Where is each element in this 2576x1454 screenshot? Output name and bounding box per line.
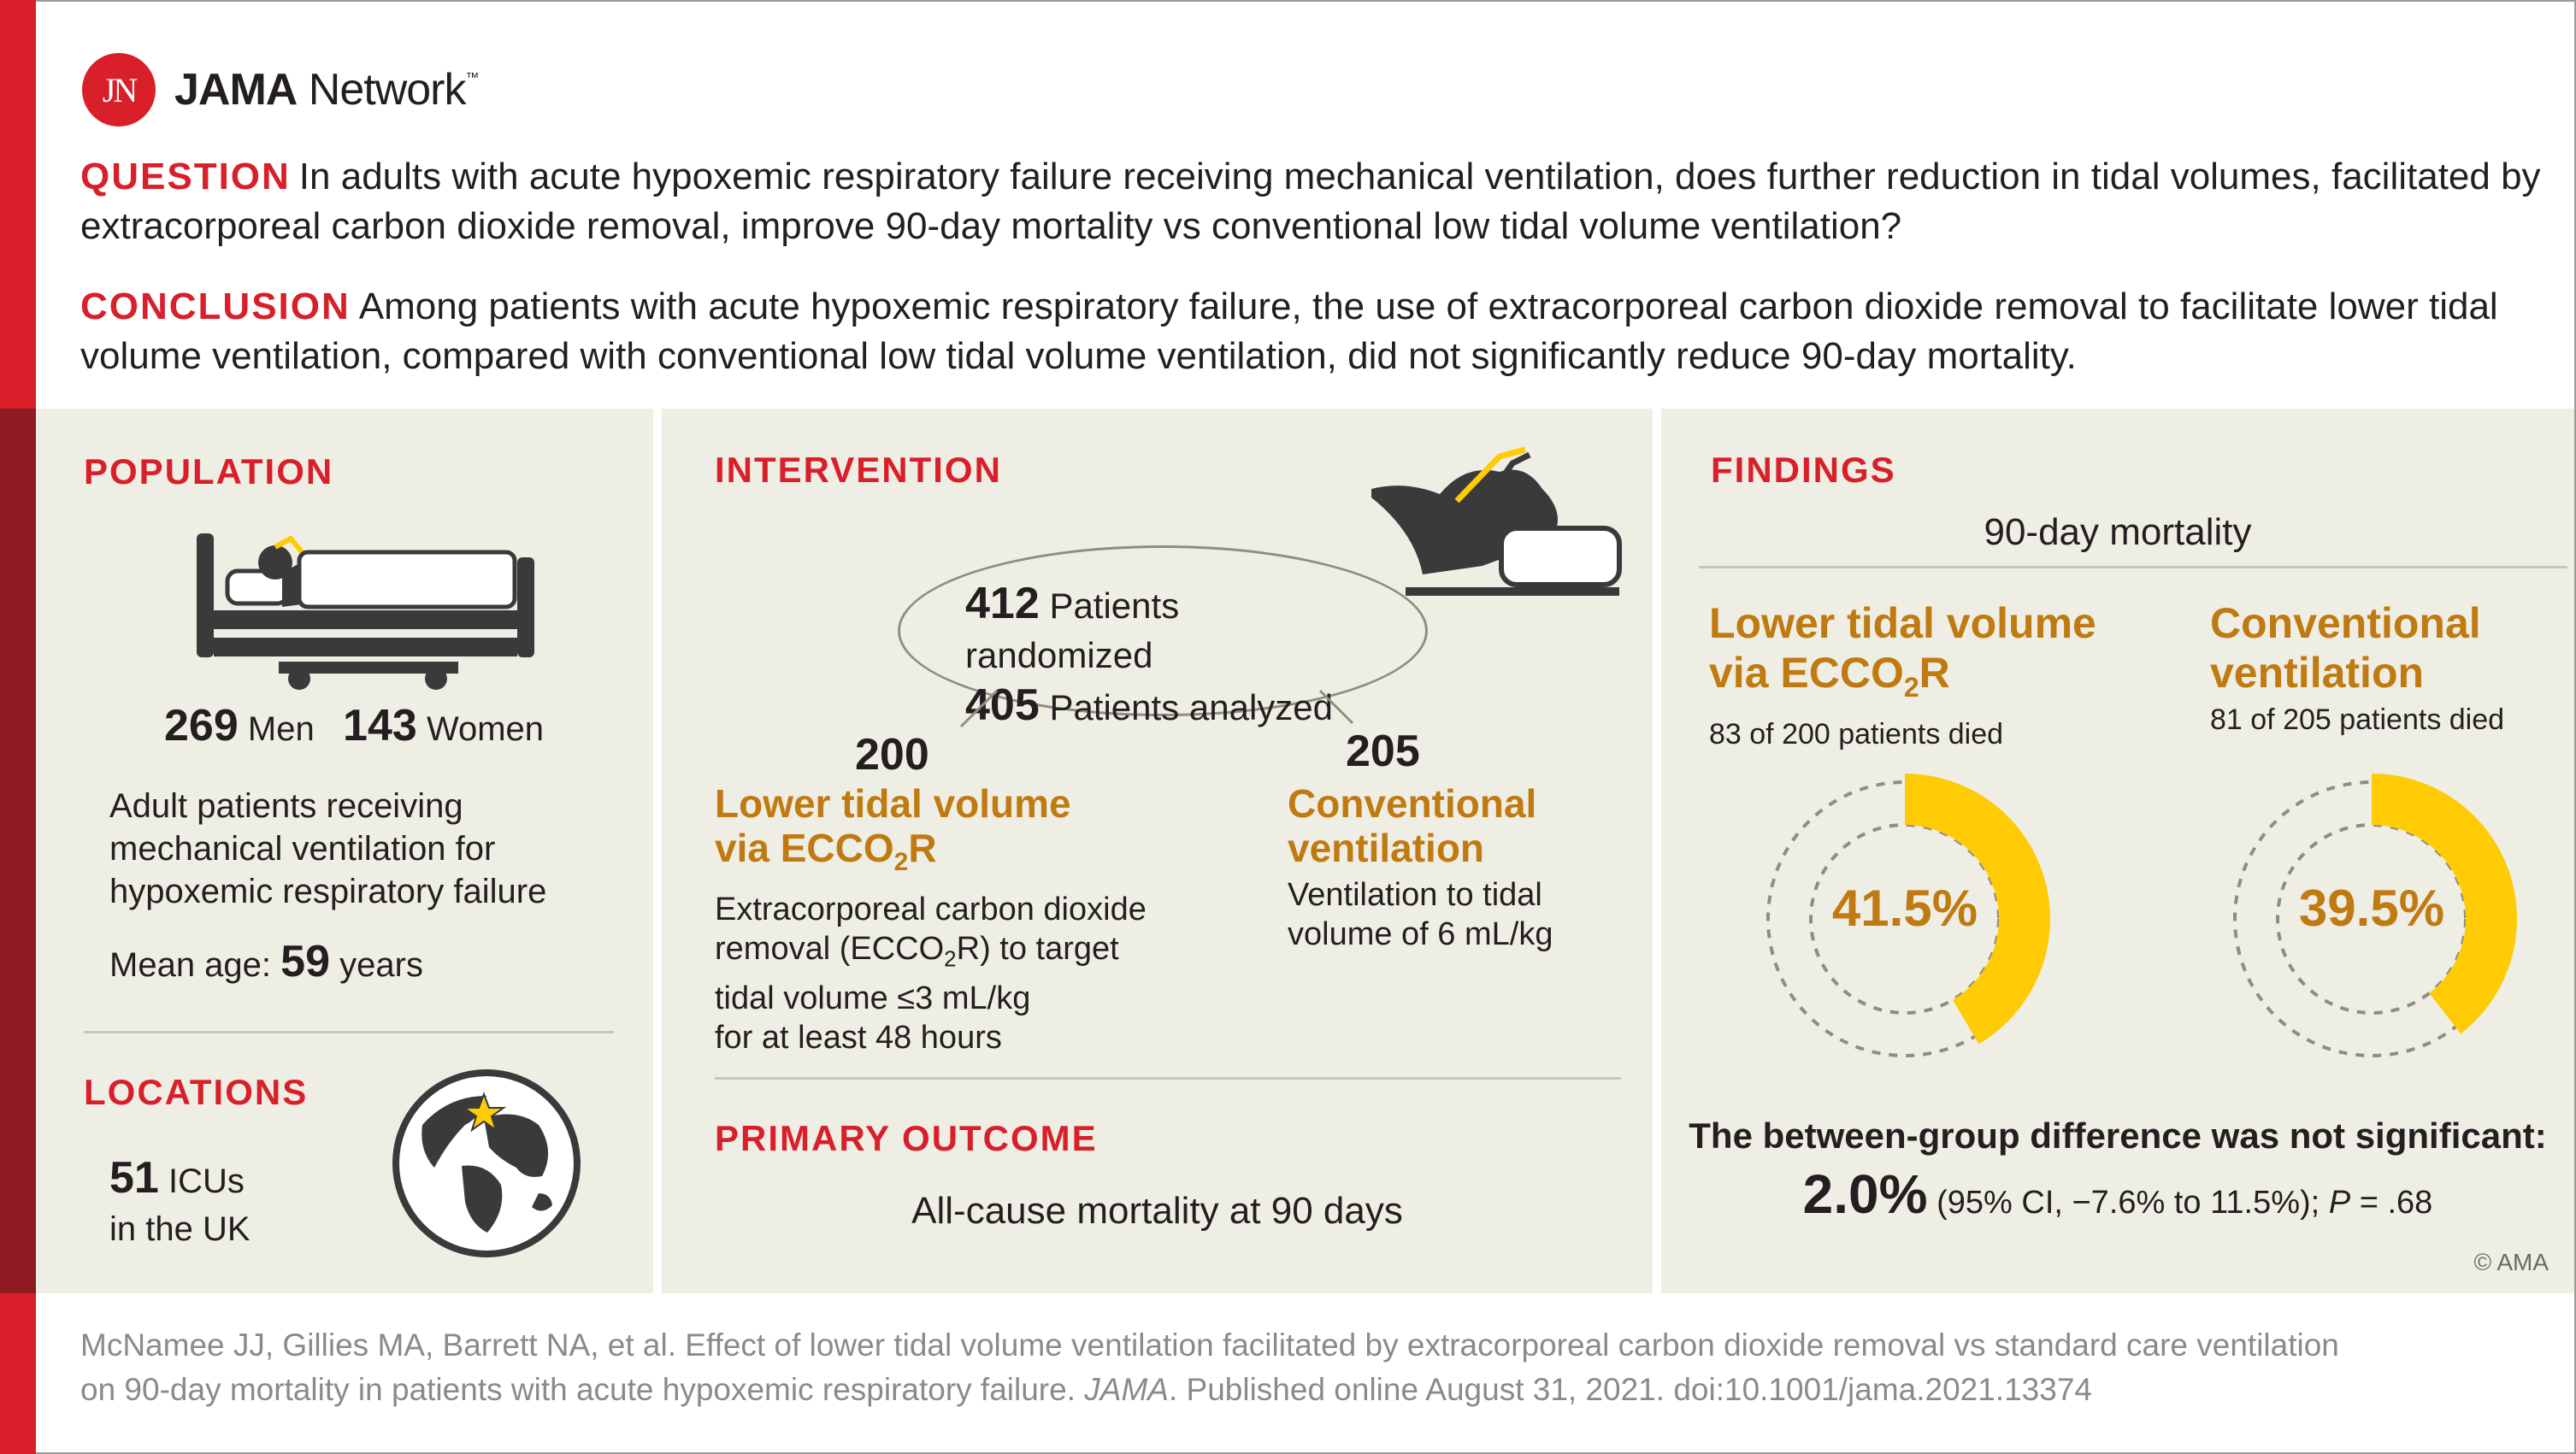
group1-percent: 41.5% — [1831, 880, 1978, 937]
divider — [715, 1077, 1621, 1080]
group1-title-line2: via $ECCO_2R$ — [1709, 649, 1950, 703]
group2-title-line2: ventilation — [2210, 649, 2425, 697]
hospital-bed-icon — [197, 533, 564, 692]
randomized-count: 412 — [965, 579, 1040, 628]
question-text: In adults with acute hypoxemic respiratory failure receiving mechanical ventilation, does further reduction in tidal volumes, facilitated by extracorporeal carbon dioxide removal, improve 90-day mortality vs conventional low tidal volume ventilation? — [80, 156, 2541, 247]
group2-percent: 39.5% — [2298, 880, 2445, 937]
arm1-block — [715, 781, 1147, 1057]
icu-count: 51 — [109, 1153, 159, 1203]
conclusion-text: Among patients with acute hypoxemic respiratory failure, the use of extracorporeal carbon dioxide removal to facilitate lower tidal volume ventilation, compared with conventional low tidal volume ventilation, did not significantly reduce 90-day mortality. — [80, 286, 2498, 377]
arm2-title-line1: Conventional — [1288, 781, 1537, 826]
findings-heading: FINDINGS — [1711, 450, 1896, 490]
population-description-line: hypoxemic respiratory failure — [109, 873, 547, 910]
group1-died-text: 83 of 200 patients died — [1709, 718, 2004, 751]
population-description-line: Adult patients receiving — [109, 787, 463, 825]
globe-icon — [388, 1065, 585, 1262]
conclusion-label: CONCLUSION — [80, 286, 351, 327]
mean-age-label: Mean age: — [109, 946, 272, 984]
difference-value: 2.0% — [1802, 1163, 1928, 1225]
population-panel — [36, 409, 653, 1293]
divider — [84, 1031, 614, 1033]
randomized-label: Patients randomized — [965, 586, 1180, 675]
question-block — [80, 152, 2543, 251]
arm2-count: 205 — [1346, 727, 1420, 776]
arm2-title-line2: ventilation — [1288, 826, 1485, 870]
panels-row — [36, 409, 2574, 1293]
men-count: 269 — [164, 701, 239, 751]
mean-age — [109, 937, 423, 986]
women-label: Women — [426, 710, 545, 748]
citation-line1: McNamee JJ, Gillies MA, Barrett NA, et al. Effect of lower tidal volume ventilation facilitated by extracorporeal carbon dioxide removal vs standard care ventilation — [80, 1327, 2339, 1363]
mean-age-value: 59 — [280, 937, 330, 986]
copyright: © AMA — [2473, 1249, 2549, 1275]
citation — [80, 1323, 2543, 1412]
difference-result — [1661, 1163, 2574, 1225]
p-value: = .68 — [2350, 1185, 2433, 1221]
allocation-branch-lines — [662, 409, 1653, 836]
arm1-title-line1: Lower tidal volume — [715, 781, 1071, 826]
accent-bar-bottom — [0, 1293, 36, 1454]
brand-name — [174, 64, 479, 115]
group2-header — [2210, 598, 2504, 739]
sex-breakdown — [164, 701, 545, 751]
locations-heading: LOCATIONS — [84, 1072, 309, 1112]
brand-bold: JAMA — [174, 65, 298, 115]
group2-died-text: 81 of 205 patients died — [2210, 703, 2505, 736]
population-heading: POPULATION — [84, 451, 334, 492]
brand-trademark: ™ — [465, 71, 479, 85]
arm1-title-line2: via $ECCO_2R$ — [715, 826, 937, 877]
women-count: 143 — [343, 701, 417, 751]
group1-title-line1: Lower tidal volume — [1709, 599, 2096, 647]
population-description — [109, 785, 546, 913]
group1-header — [1709, 598, 2096, 753]
question-label: QUESTION — [80, 156, 291, 197]
p-label: P — [2328, 1185, 2351, 1221]
conclusion-block — [80, 282, 2543, 381]
locations-text — [109, 1154, 251, 1253]
citation-line2: on 90-day mortality in patients with acute hypoxemic respiratory failure. JAMA. Published online August 31, 2021. doi:10.1001/jama.2021.13374 — [80, 1372, 2092, 1407]
analyzed-label: Patients analyzed — [1049, 687, 1333, 727]
arm2-block — [1288, 781, 1553, 954]
accent-bar-top — [0, 0, 36, 409]
primary-outcome-text: All-cause mortality at 90 days — [911, 1190, 1403, 1232]
arm2-description: Ventilation to tidal volume of 6 mL/kg — [1288, 877, 1553, 952]
jama-network-logo — [82, 53, 479, 127]
arm1-description: Extracorporeal carbon dioxide removal $(ECCO_2R)$ to target tidal volume ≤3 mL/kg for at least 48 hours — [715, 892, 1147, 1056]
brand-light: Network — [297, 65, 466, 115]
location-where: in the UK — [109, 1210, 251, 1248]
journal-name: JAMA — [1084, 1372, 1169, 1407]
primary-outcome-heading: PRIMARY OUTCOME — [715, 1118, 1098, 1158]
difference-ci: (95% CI, −7.6% to 11.5%); — [1936, 1185, 2329, 1221]
accent-bar-middle — [0, 409, 36, 1293]
mean-age-unit: years — [339, 946, 423, 984]
analyzed-count: 405 — [965, 680, 1040, 730]
population-description-line: mechanical ventilation for — [109, 830, 496, 868]
intervention-heading: INTERVENTION — [715, 450, 1002, 490]
divider — [1699, 566, 2567, 568]
group2-title-line1: Conventional — [2210, 599, 2481, 647]
arm1-count: 200 — [855, 730, 929, 780]
intervention-panel — [662, 409, 1653, 1293]
jn-logo-icon: JN — [82, 53, 156, 127]
difference-heading: The between-group difference was not significant: — [1689, 1116, 2547, 1156]
findings-subtitle: 90-day mortality — [1984, 511, 2252, 553]
men-label: Men — [247, 710, 315, 748]
findings-panel — [1661, 409, 2574, 1293]
icu-label: ICUs — [168, 1163, 245, 1200]
